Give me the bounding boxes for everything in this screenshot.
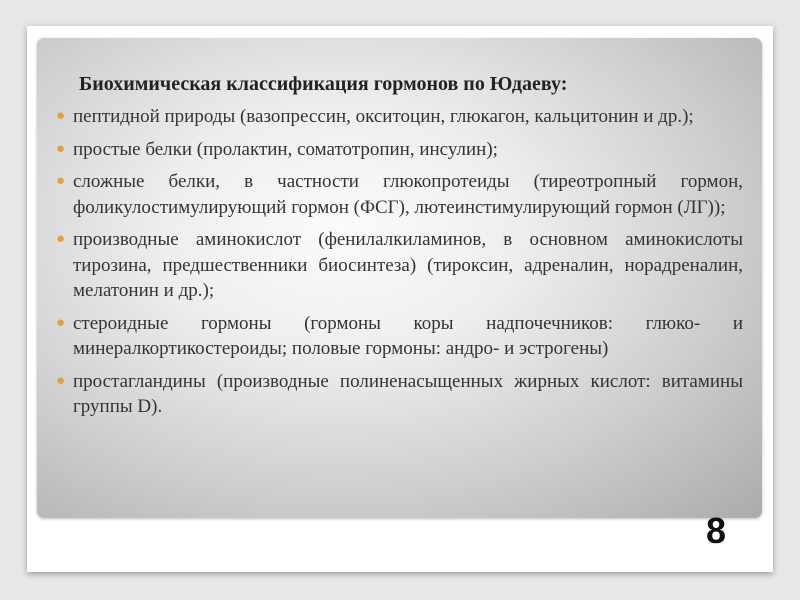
hormone-classification-list bbox=[56, 104, 743, 427]
list-item bbox=[56, 369, 743, 420]
content-panel bbox=[37, 38, 762, 518]
list-item bbox=[56, 227, 743, 304]
bullet-icon: ● bbox=[56, 108, 66, 124]
list-item-text: пептидной природы (вазопрессин, окситоцин, глюкагон, кальцитонин и др.); bbox=[73, 106, 694, 127]
list-item bbox=[56, 169, 743, 220]
bullet-icon: ● bbox=[56, 231, 66, 247]
list-item-text: простагландины (производные полиненасыщенных жирных кислот: витамины группы D). bbox=[73, 370, 743, 417]
list-item-text: простые белки (пролактин, соматотропин, инсулин); bbox=[73, 138, 498, 160]
bullet-icon: ● bbox=[56, 314, 66, 331]
slide-title: Биохимическая классификация гормонов по Юдаеву: bbox=[79, 73, 568, 95]
slide-page bbox=[27, 26, 773, 572]
bullet-icon: ● bbox=[56, 140, 66, 157]
list-item bbox=[56, 311, 743, 362]
list-item-text: производные аминокислот (фенилалкиламинов, в основном аминокислоты тирозина, предшественники биосинтеза) (тироксин, адреналин, норадреналин, мелатонин и др.); bbox=[73, 229, 743, 301]
bullet-icon: ● bbox=[56, 173, 66, 189]
list-item-text: сложные белки, в частности глюкопротеиды (тиреотропный гормон, фоликулостимулирующий гормон (ФСГ), лютеинстимулирующий гормон (ЛГ)); bbox=[73, 171, 743, 218]
list-item-text: стероидные гормоны (гормоны коры надпочечников: глюко- и минералкортикостероиды; половые гормоны: андро- и эстрогены) bbox=[73, 312, 743, 359]
list-item bbox=[56, 137, 743, 163]
list-item bbox=[56, 104, 743, 130]
slide-number: 8 bbox=[705, 510, 726, 551]
bullet-icon: ● bbox=[56, 372, 66, 389]
